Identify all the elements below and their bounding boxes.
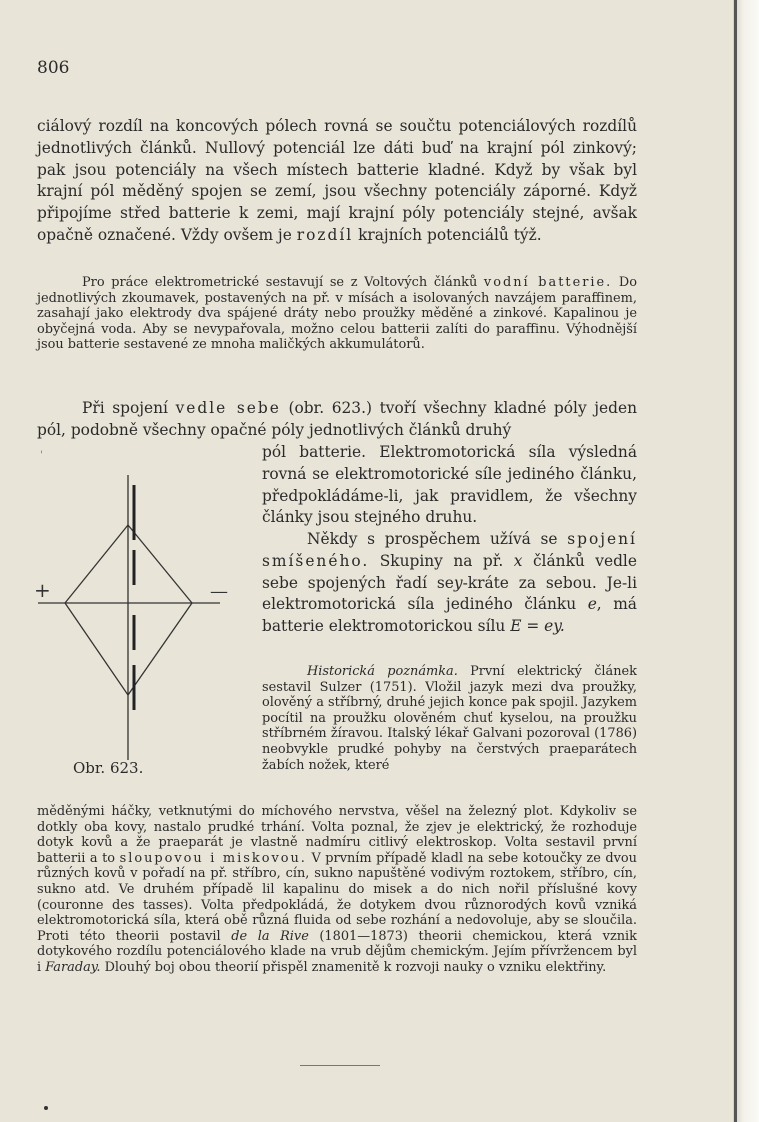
- fig-line-left-top: [65, 525, 128, 603]
- history-text-a: měděnými háčky, vetknutými do míchového nervstva, věšel na železný plot. Kdykoliv se dotkly oba kovy, nastalo prudké trhání. Volta poznal, že zjev je elektrický, že rozhoduje dotyk kovů a že praeparát je vlastně nadmíru citlivý elektroskop. Volta sestavil první batterii a to: [37, 804, 637, 866]
- figure-623: [30, 465, 250, 785]
- para2-emphasis: vodní batterie.: [483, 275, 613, 290]
- fig-minus-label: —: [210, 581, 228, 602]
- para1-emphasis: rozdíl: [296, 225, 354, 244]
- history-text-c: (1801—1873) theorii chemickou, která vznik dotykového rozdílu potenciálového klade na vrub dějům chemickým. Jejím přívržencem byl i: [37, 928, 637, 975]
- para2-rest: Do jednotlivých zkoumavek, postavených na př. v mísách a isolovaných navzájem paraffinem, zasahají jako elektrody dva spájené dráty nebo proužky měděné a zinkové. Kapalinou je obyčejná voda. Aby se nevypařovala, možno celou batterii zalíti do paraffinu. Výhodnější jsou batterie sestavené ze mnoha maličkých akkumulátorů.: [37, 275, 637, 353]
- para2-start: Pro práce elektrometrické sestavují se z Voltových článků: [82, 275, 478, 290]
- binding-line: [734, 0, 737, 1122]
- para3-start: Při spojení: [82, 399, 168, 417]
- history-de-la-rive: de la Rive: [231, 928, 309, 944]
- history-text-d: Dlouhý boj obou theorií přispěl znamenitě k rozvoji nauky o vzniku elektřiny.: [104, 959, 607, 975]
- fig-line-right-top: [128, 525, 192, 603]
- figure-caption: Obr. 623.: [73, 759, 144, 777]
- mixed-text1: Skupiny na př.: [379, 551, 504, 570]
- para3-emphasis: vedle sebe: [175, 399, 281, 417]
- paragraph-potential: [37, 116, 637, 247]
- fig-line-left-bottom: [65, 603, 128, 695]
- fig-plus-label: +: [34, 578, 51, 602]
- speck: [44, 1106, 48, 1110]
- paragraph-parallel-continued: pól batterie. Elektromotorická síla výsledná rovná se elektromotorické síle jediného článku, předpokládáme-li, jak pravidlem, že všechny články jsou stejného druhu.: [262, 443, 637, 527]
- separator-rule: [300, 1065, 380, 1066]
- history-emphasis: sloupovou i miskovou.: [119, 850, 307, 866]
- para3-rest: (obr. 623.) tvoří všechny kladné póly jeden pól, podobně všechny opačné póly jednotlivých článků druhý: [37, 399, 638, 439]
- history-note-bottom: [37, 804, 637, 976]
- history-title: Historická poznámka.: [307, 664, 458, 679]
- mixed-e: e: [587, 595, 597, 614]
- mixed-x: x: [513, 551, 523, 570]
- history-faraday: Faraday.: [45, 959, 101, 975]
- mixed-y: y: [453, 573, 463, 592]
- mixed-start: Někdy s prospěchem užívá se: [307, 530, 558, 548]
- mixed-text2: článků vedle sebe spojených řadí se: [262, 551, 637, 592]
- para1-text: ciálový rozdíl na koncových pólech rovná se součtu potenciálových rozdílů jednotlivých článků. Nullový potenciál lze dáti buď na krajní pól zinkový; pak jsou potenciály na všech místech batterie kladné. Když by však byl krajní pól měděný spojen se zemí, jsou všechny potenciály záporné. Když připojíme střed batterie k zemi, mají krajní póly potenciály stejné, avšak opačně označené. Vždy ovšem je: [37, 117, 637, 244]
- history-text-b: V prvním případě kladl na sebe kotoučky ze dvou různých kovů v pořadí na př. stříbro, cín, sukno napuštěné vodivým roztokem, stříbro, cín, sukno atd. Ve druhém případě lil kapalinu do misek a do nich nořil příslušné kovy (couronne des tasses). Volta předpokládá, že dotykem dvou různorodých kovů vzniká elektromotorická síla, která obě různá fluida od sebe rozhání a nedovoluje, aby se sloučila. Proti této theorii postavil: [37, 850, 637, 944]
- fig-line-right-bottom: [128, 603, 192, 695]
- mixed-formula: E = ey.: [510, 617, 565, 636]
- paragraph-mixed: [262, 529, 637, 638]
- paragraph-parallel: [37, 398, 637, 442]
- history-right-text: První elektrický článek sestavil Sulzer (1751). Vložil jazyk mezi dva proužky, olověný a stříbrný, druhé jejich konce pak spojil. Jazykem pocítil na proužku olověném chuť kyselou, na proužku stříbrném žíravou. Italský lékař Galvani pozoroval (1786) neobvykle prudké pohyby na čerstvých praeparátech žabích nožek, které: [262, 664, 638, 773]
- mixed-text3: -kráte za sebou. Je-li elektromotorická síla jediného článku: [262, 573, 637, 614]
- mixed-emphasis: spojení smíšeného.: [262, 530, 637, 570]
- paragraph-water-battery: [37, 275, 637, 353]
- margin-mark: ': [40, 450, 43, 461]
- para1-end: krajních potenciálů týž.: [358, 225, 542, 244]
- page-number: 806: [37, 58, 70, 78]
- history-note-top: [262, 664, 637, 773]
- mixed-text4: , má batterie elektromotorickou sílu: [262, 595, 637, 636]
